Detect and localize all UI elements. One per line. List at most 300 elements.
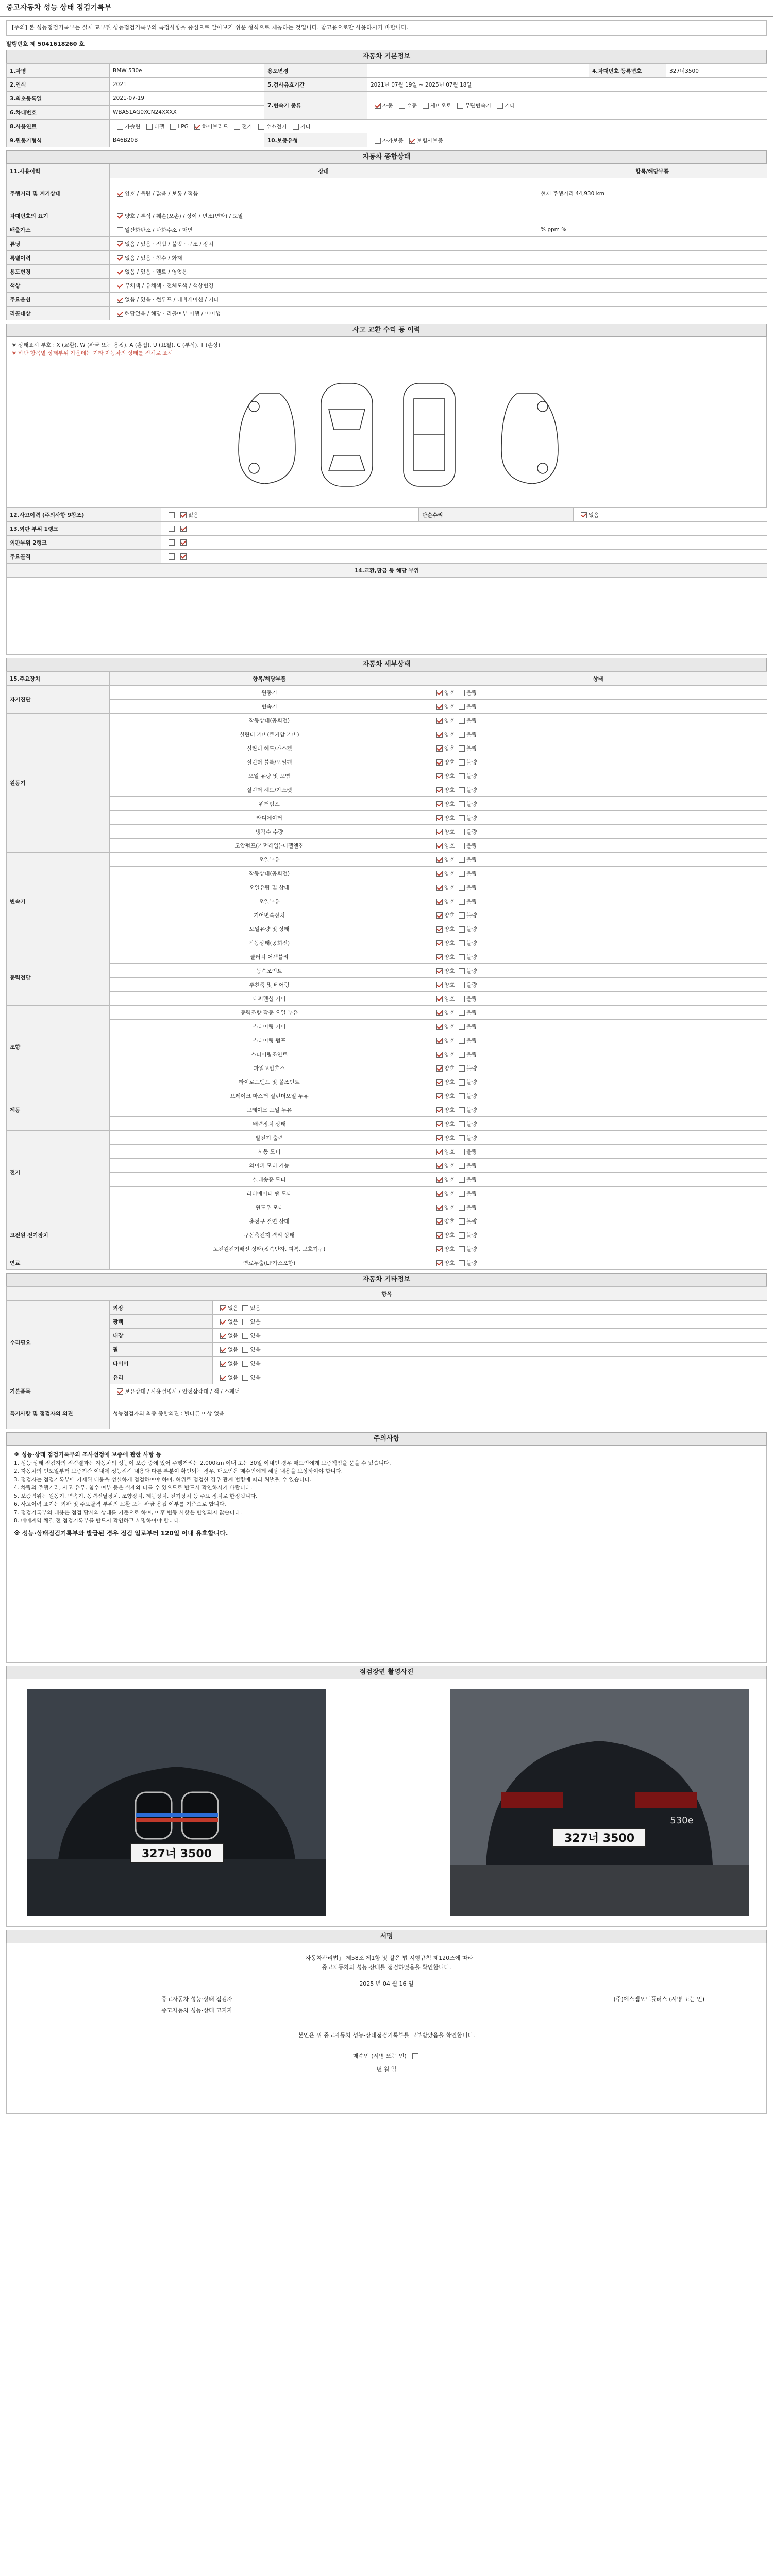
checkbox-icon[interactable] — [436, 690, 443, 696]
state-bad-label: 불량 — [466, 954, 477, 960]
checkbox-icon[interactable] — [459, 1121, 465, 1127]
detail-item: 고압펌프(커먼레일)-디젤엔진 — [110, 839, 429, 853]
warranty-options: 자가보증 보험사보증 — [367, 133, 767, 147]
notifier-label: 중고자동차 성능·상태 고지자 — [161, 2007, 233, 2014]
detail-state — [429, 686, 767, 700]
overall-state: 무채색 / 유채색 · 전체도색 / 색상변경 — [110, 279, 537, 293]
checkbox-icon[interactable] — [436, 815, 443, 821]
checkbox-icon[interactable] — [194, 124, 200, 130]
detail-row — [7, 880, 767, 894]
checkbox-icon[interactable] — [242, 1319, 248, 1325]
opinion-label: 특기사항 및 점검자의 의견 — [7, 1398, 110, 1429]
state-good-label: 양호 — [444, 1079, 455, 1086]
detail-state — [429, 1200, 767, 1214]
detail-row — [7, 894, 767, 908]
checkbox-icon[interactable] — [436, 718, 443, 724]
checkbox-icon[interactable] — [436, 1246, 443, 1252]
detail-row — [7, 1187, 767, 1200]
checkbox-icon[interactable] — [169, 553, 175, 560]
checkbox-icon[interactable] — [436, 1010, 443, 1016]
checkbox-icon[interactable] — [436, 954, 443, 960]
checkbox-icon[interactable] — [436, 801, 443, 807]
checkbox-icon[interactable] — [412, 2053, 418, 2059]
detail-item: 라디에이터 팬 모터 — [110, 1187, 429, 1200]
basic-row — [7, 78, 767, 92]
state-bad-label: 불량 — [466, 926, 477, 933]
state-good-label: 양호 — [444, 1037, 455, 1044]
detail-row — [7, 1242, 767, 1256]
detail-item: 실린더 커버(로커암 커버) — [110, 727, 429, 741]
detail-item: 실린더 블록/오일팬 — [110, 755, 429, 769]
overall-label: 차대번호의 표기 — [7, 209, 110, 223]
detail-group: 원동기 — [7, 714, 110, 853]
checkbox-icon[interactable] — [459, 1093, 465, 1099]
checkbox-icon[interactable] — [220, 1375, 226, 1381]
state-good-label: 양호 — [444, 1260, 455, 1266]
overall-extra — [537, 265, 767, 279]
checkbox-icon[interactable] — [399, 103, 405, 109]
checkbox-icon[interactable] — [242, 1375, 248, 1381]
detail-item: 오일누유 — [110, 894, 429, 908]
checkbox-icon[interactable] — [436, 996, 443, 1002]
detail-state — [429, 1033, 767, 1047]
checkbox-icon[interactable] — [180, 539, 187, 546]
checkbox-icon[interactable] — [436, 940, 443, 946]
checkbox-icon[interactable] — [459, 1135, 465, 1141]
overall-label: 용도변경 — [7, 265, 110, 279]
state-bad-label: 불량 — [466, 1260, 477, 1266]
checkbox-icon[interactable] — [170, 124, 176, 130]
state-good-label: 양호 — [444, 926, 455, 933]
checkbox-icon[interactable] — [459, 1010, 465, 1016]
checkbox-icon[interactable] — [117, 213, 123, 219]
overall-col-3: 항목/해당부품 — [537, 164, 767, 178]
sign-statement: 중고자동차의 성능·상태를 점검하였음을 확인합니다. — [322, 1964, 451, 1971]
checkbox-icon[interactable] — [117, 191, 123, 197]
overall-state: 양호 / 부식 / 훼손(오손) / 상이 / 변조(변타) / 도말 — [110, 209, 537, 223]
checkbox-icon[interactable] — [436, 1052, 443, 1058]
checkbox-icon[interactable] — [581, 512, 587, 518]
overall-label: 배출가스 — [7, 223, 110, 237]
detail-state — [429, 936, 767, 950]
detail-col-3: 상태 — [429, 672, 767, 686]
checkbox-icon[interactable] — [459, 912, 465, 919]
state-good-label: 양호 — [444, 1190, 455, 1197]
detail-state — [429, 964, 767, 978]
checkbox-icon[interactable] — [117, 311, 123, 317]
checkbox-icon[interactable] — [220, 1347, 226, 1353]
detail-row — [7, 1047, 767, 1061]
detail-state — [429, 811, 767, 825]
checkbox-icon[interactable] — [436, 899, 443, 905]
notes-line: 7. 점검기록부의 내용은 점검 당시의 상태를 기준으로 하며, 이후 변동 사항은 반영되지 않습니다. — [14, 1510, 242, 1516]
state-bad-label: 불량 — [466, 1023, 477, 1030]
legend-line: ※ 하단 항목별 상태부위 가운데는 기타 자동차의 상태를 전체로 표시 — [12, 350, 173, 357]
basic-label: 1.차명 — [7, 64, 110, 78]
section-basic — [6, 50, 767, 147]
detail-item: 파워고압호스 — [110, 1061, 429, 1075]
checkbox-icon[interactable] — [459, 1079, 465, 1086]
checkbox-icon[interactable] — [436, 1135, 443, 1141]
basic-row — [7, 64, 767, 78]
checkbox-icon[interactable] — [436, 829, 443, 835]
checkbox-icon[interactable] — [459, 954, 465, 960]
accident-label: 주요골격 — [7, 550, 161, 564]
checkbox-icon[interactable] — [117, 227, 123, 233]
checkbox-icon[interactable] — [436, 1038, 443, 1044]
detail-item: 냉각수 수량 — [110, 825, 429, 839]
checkbox-icon[interactable] — [459, 857, 465, 863]
detail-item: 작동상태(공회전) — [110, 867, 429, 880]
notes-line: 6. 사고이력 표기는 외판 및 주요골격 부위의 교환 또는 판금 용접 여부를 기준으로 합니다. — [14, 1501, 226, 1507]
detail-row — [7, 797, 767, 811]
overall-extra — [537, 279, 767, 293]
checkbox-icon[interactable] — [242, 1347, 248, 1353]
checkbox-icon[interactable] — [436, 1149, 443, 1155]
state-good-label: 양호 — [444, 703, 455, 710]
checkbox-icon[interactable] — [459, 745, 465, 752]
checkbox-icon[interactable] — [459, 871, 465, 877]
detail-state — [429, 1242, 767, 1256]
state-good-label: 양호 — [444, 1093, 455, 1099]
checkbox-icon[interactable] — [459, 732, 465, 738]
checkbox-icon[interactable] — [459, 801, 465, 807]
state-bad-label: 불량 — [466, 689, 477, 696]
detail-row — [7, 741, 767, 755]
section-detail-header: 자동차 세부상태 — [6, 658, 767, 671]
checkbox-icon[interactable] — [117, 297, 123, 303]
detail-state — [429, 1145, 767, 1159]
checkbox-icon[interactable] — [436, 1107, 443, 1113]
detail-state — [429, 908, 767, 922]
accident-label: 13.외판 부위 1랭크 — [7, 522, 161, 536]
state-good-label: 양호 — [444, 912, 455, 919]
detail-item: 스티어링 펌프 — [110, 1033, 429, 1047]
checkbox-icon[interactable] — [459, 899, 465, 905]
checkbox-icon[interactable] — [459, 1024, 465, 1030]
state-bad-label: 불량 — [466, 717, 477, 724]
state-good-label: 양호 — [444, 1121, 455, 1127]
detail-row — [7, 992, 767, 1006]
detail-item: 발전기 출력 — [110, 1131, 429, 1145]
checkbox-icon[interactable] — [117, 255, 123, 261]
accident-parts — [7, 578, 767, 655]
state-good-label: 양호 — [444, 745, 455, 752]
detail-item: 브레이크 오일 누유 — [110, 1103, 429, 1117]
detail-state — [429, 1214, 767, 1228]
checkbox-icon[interactable] — [436, 1065, 443, 1072]
checkbox-icon[interactable] — [436, 1163, 443, 1169]
state-good-label: 양호 — [444, 801, 455, 807]
checkbox-icon[interactable] — [459, 1107, 465, 1113]
overall-label: 주행거리 및 계기상태 — [7, 178, 110, 209]
checkbox-icon[interactable] — [436, 1024, 443, 1030]
detail-row — [7, 1020, 767, 1033]
state-bad-label: 불량 — [466, 1148, 477, 1155]
checkbox-icon[interactable] — [436, 1121, 443, 1127]
detail-state — [429, 880, 767, 894]
detail-row — [7, 1228, 767, 1242]
overall-row — [7, 293, 767, 307]
checkbox-icon[interactable] — [459, 1246, 465, 1252]
checkbox-icon[interactable] — [459, 1149, 465, 1155]
checkbox-icon[interactable] — [459, 1065, 465, 1072]
basic-label: 7.변속기 종류 — [264, 92, 367, 120]
other-row — [7, 1357, 767, 1370]
checkbox-icon[interactable] — [436, 857, 443, 863]
other-label: 광택 — [110, 1315, 213, 1329]
checkbox-icon[interactable] — [117, 241, 123, 247]
state-bad-label: 불량 — [466, 828, 477, 835]
detail-state — [429, 1020, 767, 1033]
state-bad-label: 불량 — [466, 1246, 477, 1252]
checkbox-icon[interactable] — [459, 885, 465, 891]
checkbox-icon[interactable] — [459, 1163, 465, 1169]
state-good-label: 양호 — [444, 1148, 455, 1155]
checkbox-icon[interactable] — [117, 269, 123, 275]
checkbox-icon[interactable] — [457, 103, 463, 109]
checkbox-icon[interactable] — [459, 996, 465, 1002]
checkbox-icon[interactable] — [436, 732, 443, 738]
basic-value: 327너3500 — [666, 64, 767, 78]
accident-parts-row — [7, 578, 767, 655]
notes-line: 3. 점검자는 점검기록부에 기재된 내용을 성실하게 점검하여야 하며, 허위로 점검한 경우 관계 법령에 따라 처벌될 수 있습니다. — [14, 1477, 312, 1483]
basic-items-value: 보유상태 / 사용설명서 / 안전삼각대 / 잭 / 스패너 — [110, 1384, 767, 1398]
checkbox-icon[interactable] — [459, 1177, 465, 1183]
section-other-header: 자동차 기타정보 — [6, 1273, 767, 1286]
checkbox-icon[interactable] — [220, 1333, 226, 1339]
state-good-label: 양호 — [444, 1023, 455, 1030]
checkbox-icon[interactable] — [459, 704, 465, 710]
basic-value: 2021년 07월 19일 ~ 2025년 07월 18일 — [367, 78, 767, 92]
checkbox-icon[interactable] — [293, 124, 299, 130]
state-bad-label: 불량 — [466, 856, 477, 863]
checkbox-icon[interactable] — [436, 1191, 443, 1197]
overall-extra: % ppm % — [537, 223, 767, 237]
notes-line: 5. 보증범위는 원동기, 변속기, 동력전달장치, 조향장치, 제동장치, 전기장치 등 주요 장치로 한정됩니다. — [14, 1493, 258, 1499]
detail-row — [7, 769, 767, 783]
car-rear-icon — [450, 1689, 749, 1916]
state-good-label: 양호 — [444, 842, 455, 849]
buyer-signature[interactable]: (서명 또는 인) — [371, 2053, 407, 2059]
detail-row — [7, 755, 767, 769]
buyer-line — [7, 2052, 766, 2060]
checkbox-icon[interactable] — [423, 103, 429, 109]
checkbox-icon[interactable] — [436, 1205, 443, 1211]
checkbox-icon[interactable] — [459, 1052, 465, 1058]
basic-table — [6, 63, 767, 147]
overall-col-2: 상태 — [110, 164, 537, 178]
checkbox-icon[interactable] — [459, 968, 465, 974]
checkbox-icon[interactable] — [497, 103, 503, 109]
overall-table — [6, 164, 767, 320]
checkbox-icon[interactable] — [242, 1333, 248, 1339]
state-bad-label: 불량 — [466, 884, 477, 891]
basic-label: 10.보증유형 — [264, 133, 367, 147]
detail-item: 클러치 어셈블리 — [110, 950, 429, 964]
checkbox-icon[interactable] — [459, 718, 465, 724]
checkbox-icon[interactable] — [436, 1218, 443, 1225]
checkbox-icon[interactable] — [459, 1260, 465, 1266]
checkbox-icon[interactable] — [436, 843, 443, 849]
detail-row — [7, 811, 767, 825]
checkbox-icon[interactable] — [436, 1260, 443, 1266]
state-good-label: 양호 — [444, 1065, 455, 1072]
checkbox-icon[interactable] — [459, 1191, 465, 1197]
basic-label: 9.원동기형식 — [7, 133, 110, 147]
checkbox-icon[interactable] — [436, 704, 443, 710]
checkbox-icon[interactable] — [436, 787, 443, 793]
overall-row — [7, 279, 767, 293]
checkbox-icon[interactable] — [117, 124, 123, 130]
checkbox-icon[interactable] — [117, 283, 123, 289]
checkbox-icon[interactable] — [436, 773, 443, 779]
overall-extra — [537, 293, 767, 307]
notes-emphasis: ※ 성능·상태점검기록부와 발급된 경우 점검 일로부터 120일 이내 유효합니다. — [14, 1530, 228, 1537]
other-label: 타이어 — [110, 1357, 213, 1370]
detail-state — [429, 1061, 767, 1075]
checkbox-icon[interactable] — [220, 1305, 226, 1311]
detail-item: 추친축 및 베어링 — [110, 978, 429, 992]
checkbox-icon[interactable] — [234, 124, 240, 130]
checkbox-icon[interactable] — [409, 138, 415, 144]
state-good-label: 양호 — [444, 856, 455, 863]
state-bad-label: 불량 — [466, 731, 477, 738]
checkbox-icon[interactable] — [459, 787, 465, 793]
other-label: 유리 — [110, 1370, 213, 1384]
checkbox-icon[interactable] — [436, 926, 443, 933]
checkbox-icon[interactable] — [169, 512, 175, 518]
detail-state — [429, 741, 767, 755]
rear-photo — [450, 1689, 749, 1916]
notes-line: 8. 매매계약 체결 전 점검기록부를 반드시 확인하고 서명하여야 합니다. — [14, 1518, 181, 1524]
overall-extra — [537, 307, 767, 320]
other-value: 없음 있음 — [213, 1357, 767, 1370]
basic-value: WBA51AG0XCN24XXXX — [110, 106, 264, 120]
section-detail — [6, 658, 767, 1270]
checkbox-icon[interactable] — [459, 690, 465, 696]
checkbox-icon[interactable] — [436, 982, 443, 988]
detail-state — [429, 1047, 767, 1061]
checkbox-icon[interactable] — [459, 759, 465, 766]
basic-value: 2021 — [110, 78, 264, 92]
detail-row — [7, 1214, 767, 1228]
state-good-label: 양호 — [444, 689, 455, 696]
checkbox-icon[interactable] — [459, 843, 465, 849]
section-photos-header: 점검장면 촬영사진 — [6, 1666, 767, 1679]
detail-row — [7, 1173, 767, 1187]
car-outline-icon — [233, 373, 563, 497]
detail-state — [429, 853, 767, 867]
checkbox-icon[interactable] — [459, 773, 465, 779]
section-notes-header: 주의사항 — [6, 1432, 767, 1446]
checkbox-icon[interactable] — [242, 1361, 248, 1367]
other-value: 없음 있음 — [213, 1301, 767, 1315]
checkbox-icon[interactable] — [436, 968, 443, 974]
overall-row — [7, 209, 767, 223]
checkbox-icon[interactable] — [436, 759, 443, 766]
detail-state — [429, 922, 767, 936]
checkbox-icon[interactable] — [180, 526, 187, 532]
detail-row — [7, 978, 767, 992]
overall-header-row — [7, 164, 767, 178]
detail-row — [7, 1131, 767, 1145]
checkbox-icon[interactable] — [459, 982, 465, 988]
checkbox-icon[interactable] — [169, 539, 175, 546]
checkbox-icon[interactable] — [459, 1218, 465, 1225]
section-accident — [6, 324, 767, 655]
basic-label: 6.차대번호 — [7, 106, 110, 120]
checkbox-icon[interactable] — [220, 1361, 226, 1367]
checkbox-icon[interactable] — [375, 138, 381, 144]
inspector-name: (주)에스엠오토플러스 (서명 또는 인) — [613, 1996, 704, 2003]
checkbox-icon[interactable] — [180, 512, 187, 518]
detail-group: 변속기 — [7, 853, 110, 950]
detail-item: 작동상태(공회전) — [110, 936, 429, 950]
checkbox-icon[interactable] — [436, 912, 443, 919]
detail-row — [7, 783, 767, 797]
checkbox-icon[interactable] — [459, 1232, 465, 1239]
checkbox-icon[interactable] — [375, 103, 381, 109]
notes-line: 1. 성능·상태 점검자의 점검결과는 자동차의 성능이 보증 중에 있어 주행거리는 2,000km 이내 또는 30일 이내인 경우 매도인에게 보증책임을 묻을 수 있습니다. — [14, 1460, 391, 1466]
detail-state — [429, 1228, 767, 1242]
other-value: 없음 있음 — [213, 1343, 767, 1357]
section-photos — [6, 1666, 767, 1927]
accident-value: 없음 — [574, 508, 767, 522]
state-good-label: 양호 — [444, 731, 455, 738]
overall-label: 튜닝 — [7, 237, 110, 251]
checkbox-icon[interactable] — [258, 124, 264, 130]
checkbox-icon[interactable] — [459, 815, 465, 821]
repair-label: 수리필요 — [7, 1301, 110, 1384]
state-bad-label: 불량 — [466, 787, 477, 793]
checkbox-icon[interactable] — [146, 124, 153, 130]
checkbox-icon[interactable] — [459, 940, 465, 946]
checkbox-icon[interactable] — [436, 745, 443, 752]
checkbox-icon[interactable] — [459, 926, 465, 933]
checkbox-icon[interactable] — [436, 1232, 443, 1239]
detail-state — [429, 700, 767, 714]
detail-item: 브레이크 마스터 실린더오일 누유 — [110, 1089, 429, 1103]
detail-item: 실린더 헤드/가스켓 — [110, 783, 429, 797]
checkbox-icon[interactable] — [436, 1079, 443, 1086]
checkbox-icon[interactable] — [242, 1305, 248, 1311]
checkbox-icon[interactable] — [459, 1038, 465, 1044]
detail-row — [7, 1061, 767, 1075]
accident-value — [161, 536, 767, 550]
other-label: 외장 — [110, 1301, 213, 1315]
checkbox-icon[interactable] — [220, 1319, 226, 1325]
detail-row — [7, 936, 767, 950]
state-bad-label: 불량 — [466, 1176, 477, 1183]
checkbox-icon[interactable] — [180, 553, 187, 560]
checkbox-icon[interactable] — [169, 526, 175, 532]
car-diagram — [6, 337, 767, 507]
checkbox-icon[interactable] — [436, 1093, 443, 1099]
state-bad-label: 불량 — [466, 1134, 477, 1141]
state-bad-label: 불량 — [466, 759, 477, 766]
checkbox-icon[interactable] — [436, 885, 443, 891]
other-row — [7, 1370, 767, 1384]
checkbox-icon[interactable] — [436, 1177, 443, 1183]
checkbox-icon[interactable] — [117, 1388, 123, 1395]
checkbox-icon[interactable] — [459, 829, 465, 835]
section-sign-header: 서명 — [6, 1930, 767, 1943]
detail-group: 고전원 전기장치 — [7, 1214, 110, 1256]
state-good-label: 양호 — [444, 940, 455, 946]
checkbox-icon[interactable] — [459, 1205, 465, 1211]
checkbox-icon[interactable] — [436, 871, 443, 877]
